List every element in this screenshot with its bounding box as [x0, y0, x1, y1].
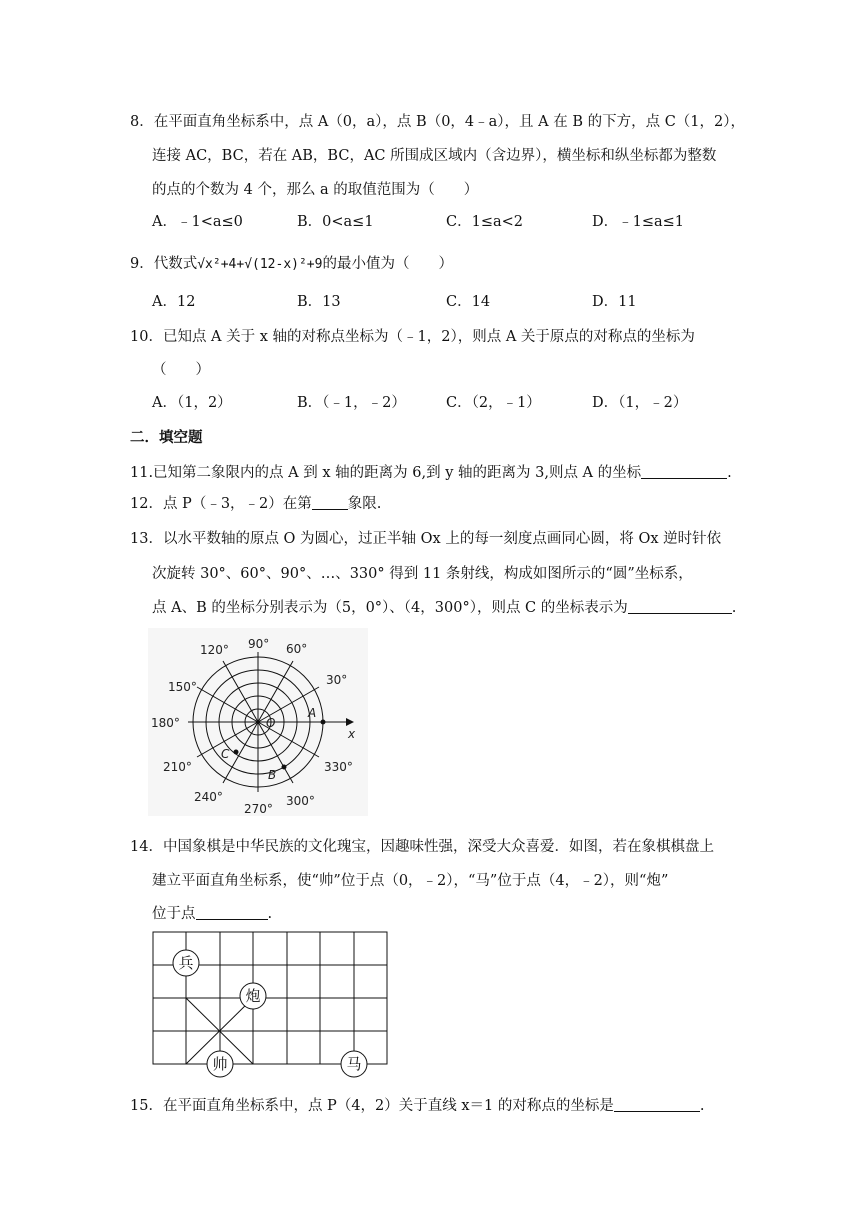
point-c-dot — [234, 750, 239, 755]
x-axis-arrow-icon — [346, 718, 354, 726]
q14-answer-blank[interactable] — [196, 905, 268, 920]
q11-text: 11.已知第二象限内的点 A 到 x 轴的距离为 6,到 y 轴的距离为 3,则点 A 的坐标 — [130, 465, 642, 481]
q8-option-a: A．﹣1<a≤0 — [152, 214, 243, 230]
q8-line3: 的点的个数为 4 个，那么 a 的取值范围为（ ） — [152, 182, 479, 198]
q12-answer-blank[interactable] — [312, 495, 348, 510]
q10-option-b: B．（﹣1，﹣2） — [297, 395, 406, 411]
point-c-label: C — [221, 747, 230, 761]
q10-option-c: C．（2，﹣1） — [446, 395, 541, 411]
piece-bing: 兵 — [178, 954, 194, 972]
q10-line1: 10．已知点 A 关于 x 轴的对称点坐标为（﹣1，2），则点 A 关于原点的对称点的坐标为 — [130, 329, 695, 345]
chess-figure — [148, 928, 392, 1080]
q15-line — [130, 1096, 705, 1116]
label-120: 120° — [200, 643, 229, 657]
q12-pre: 12．点 P（﹣3，﹣2）在第 — [130, 496, 312, 512]
polar-figure — [148, 628, 368, 816]
q10-options — [0, 393, 860, 413]
q13-line2: 次旋转 30°、60°、90°、…、330° 得到 11 条射线，构成如图所示的“圆”坐标系， — [152, 566, 693, 582]
q9-option-c: C．14 — [446, 294, 491, 310]
piece-ma: 马 — [346, 1055, 362, 1073]
q12-post: 象限. — [347, 496, 382, 512]
polar-diagram — [148, 628, 368, 816]
q15-text: 15．在平面直角坐标系中，点 P（4，2）关于直线 x＝1 的对称点的坐标是 — [130, 1098, 614, 1114]
q9-formula: √x²+4+√(12-x)²+9 — [197, 257, 323, 272]
point-b-dot — [282, 765, 287, 770]
q15-end: . — [699, 1098, 705, 1114]
chess-board — [148, 928, 392, 1080]
q8-option-b: B．0<a≤1 — [297, 214, 374, 230]
q9-option-a: A．12 — [152, 294, 196, 310]
label-30: 30° — [326, 673, 348, 687]
label-270: 270° — [244, 802, 273, 816]
q9-option-d: D．11 — [592, 294, 637, 310]
q10-line2: （ ） — [152, 362, 210, 378]
q14-line2: 建立平面直角坐标系，使“帅”位于点（0，﹣2），“马”位于点（4，﹣2），则“炮” — [152, 873, 669, 889]
q9-line — [130, 254, 453, 275]
q11-end: . — [727, 465, 732, 481]
label-150: 150° — [168, 680, 197, 694]
origin-label: O — [266, 716, 276, 730]
label-60: 60° — [286, 642, 308, 656]
q14-line3 — [152, 904, 272, 924]
label-300: 300° — [286, 794, 315, 808]
piece-shuai: 帅 — [212, 1055, 228, 1073]
label-90: 90° — [248, 637, 270, 651]
q8-option-d: D．﹣1≤a≤1 — [592, 214, 685, 230]
piece-pao: 炮 — [245, 987, 261, 1005]
label-330: 330° — [324, 760, 353, 774]
q13-end: . — [731, 600, 737, 616]
point-a-dot — [321, 720, 326, 725]
q9-prefix: 9．代数式 — [130, 256, 198, 272]
x-axis-label: x — [348, 727, 356, 741]
q9-suffix: 的最小值为（ ） — [322, 256, 453, 272]
q8-options — [0, 212, 860, 232]
q12-line — [130, 494, 381, 514]
label-210: 210° — [163, 760, 192, 774]
point-a-label: A — [308, 706, 317, 720]
q15-answer-blank[interactable] — [614, 1097, 700, 1112]
q13-line1: 13．以水平数轴的原点 O 为圆心，过正半轴 Ox 上的每一刻度点画同心圆，将 Ox 逆时针依 — [130, 531, 722, 547]
q8-line1: 8．在平面直角坐标系中，点 A（0，a），点 B（0，4﹣a），且 A 在 B 的下方，点 C（1，2）， — [130, 114, 746, 130]
q11-answer-blank[interactable] — [641, 464, 727, 479]
q9-option-b: B．13 — [297, 294, 341, 310]
point-b-label: B — [268, 768, 277, 782]
q14-line1: 14．中国象棋是中华民族的文化瑰宝，因趣味性强，深受大众喜爱．如图，若在象棋棋盘上 — [130, 839, 714, 855]
q13-answer-blank[interactable] — [628, 599, 732, 614]
q13-line3-text: 点 A、B 的坐标分别表示为（5，0°）、（4，300°），则点 C 的坐标表示为 — [152, 600, 628, 616]
section-title: 二．填空题 — [130, 430, 203, 446]
label-240: 240° — [194, 790, 223, 804]
label-180: 180° — [151, 716, 180, 730]
q14-line3-text: 位于点 — [152, 906, 196, 922]
q10-option-a: A．（1，2） — [152, 395, 232, 411]
q8-option-c: C．1≤a<2 — [446, 214, 523, 230]
q13-line3 — [152, 598, 736, 618]
q8-line2: 连接 AC，BC，若在 AB，BC，AC 所围成区域内（含边界），横坐标和纵坐标都为整数 — [152, 148, 717, 164]
q9-options — [0, 292, 860, 312]
q11-line — [130, 463, 732, 483]
q10-option-d: D．（1，﹣2） — [592, 395, 688, 411]
q14-end: . — [267, 906, 273, 922]
